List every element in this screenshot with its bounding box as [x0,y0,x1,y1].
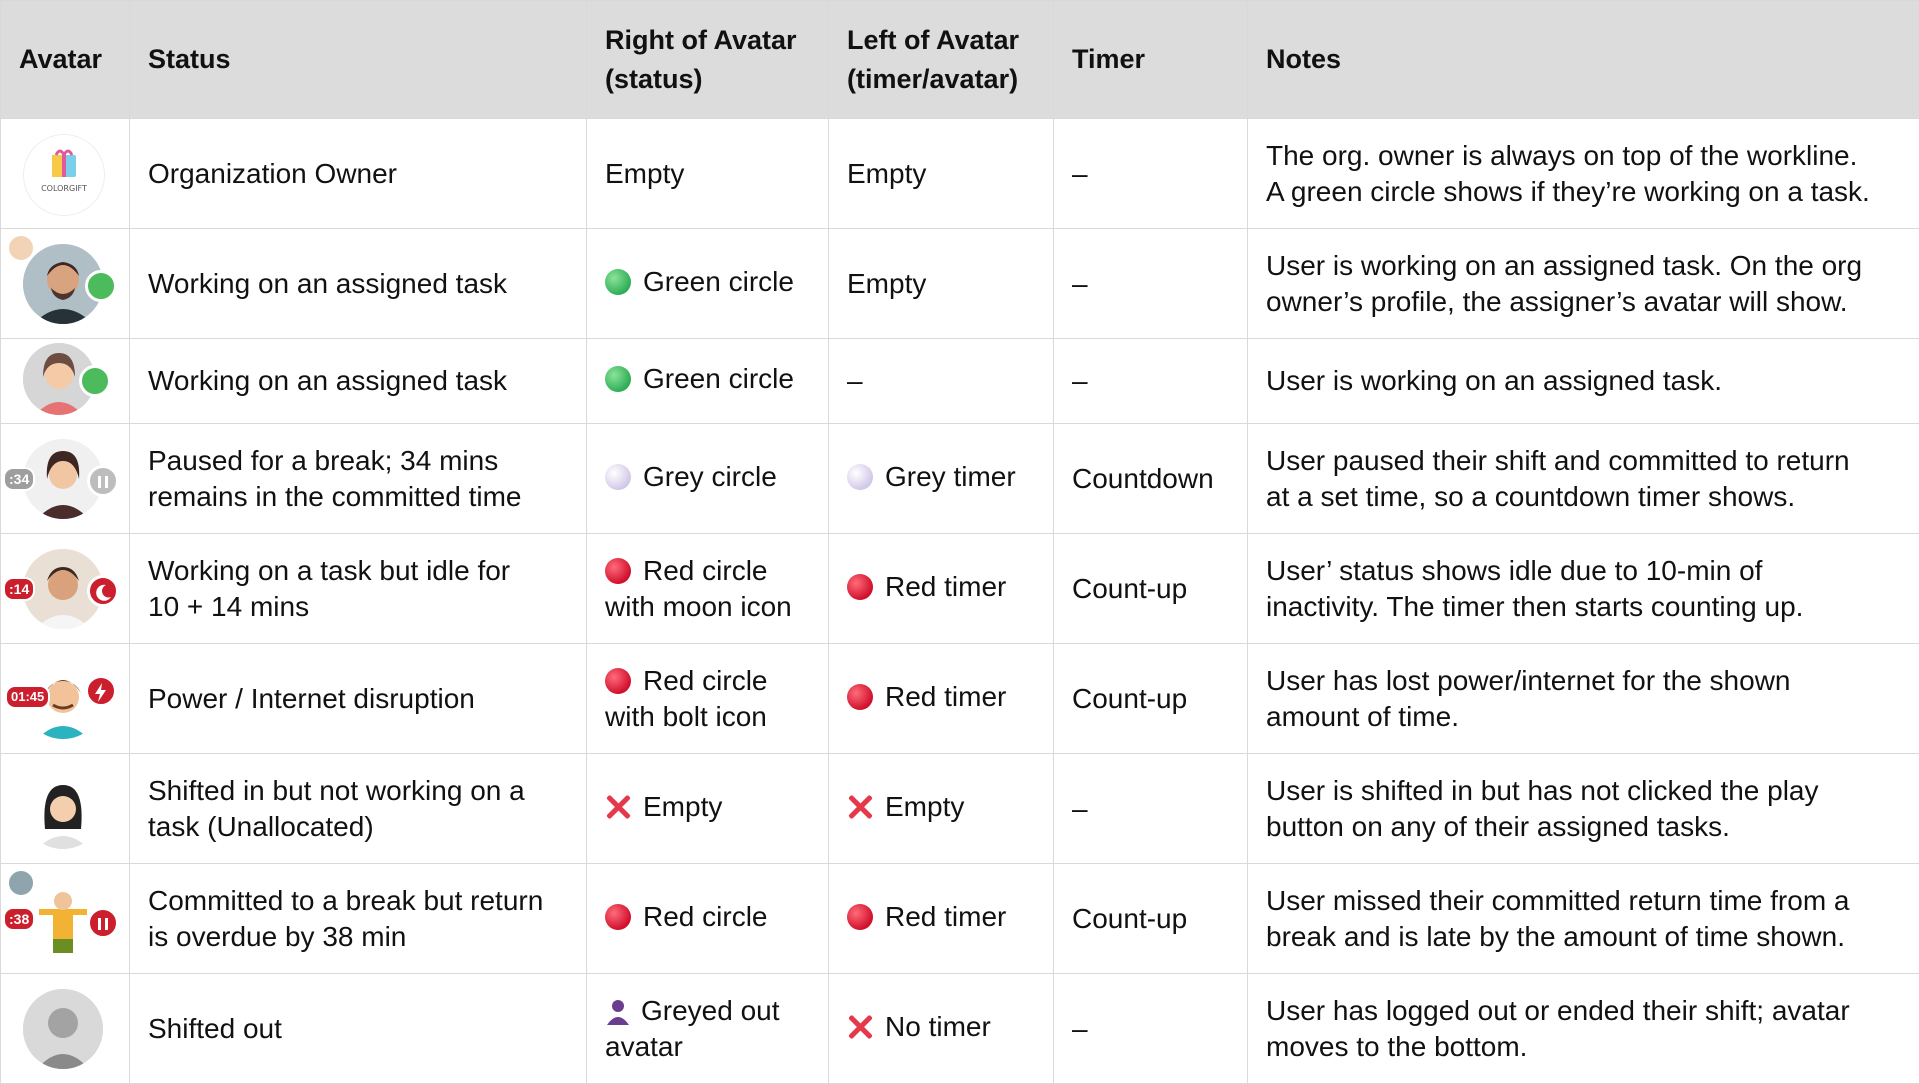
notes-cell [1248,229,1919,339]
timer-cell: Count-up [1054,644,1248,754]
status-line: remains in the committed time [148,479,568,515]
red-circle-icon [847,684,873,710]
gift-logo-icon [24,135,104,215]
timer-cell: – [1054,229,1248,339]
table-row [1,119,1919,229]
status-cell: Working on an assigned task [130,339,587,424]
table-row [1,229,1919,339]
greyed-out-user-avatar [23,989,103,1069]
notes-line: amount of time. [1266,699,1901,735]
notes-line: User is working on an assigned task. [1266,363,1901,399]
green-circle-icon [605,269,631,295]
notes-line: A green circle shows if they’re working on a task. [1266,174,1901,210]
grey-circle-icon [605,464,631,490]
status-line: is overdue by 38 min [148,919,568,955]
notes-line: owner’s profile, the assigner’s avatar will show. [1266,284,1901,320]
notes-cell [1248,339,1919,424]
table-row [1,754,1919,864]
table-row [1,644,1919,754]
avatar-cell [1,754,130,864]
left-label: Grey timer [885,459,1016,495]
right-of-avatar-cell [587,339,829,424]
notes-line: User is working on an assigned task. On the org [1266,248,1901,284]
right-of-avatar-cell [587,644,829,754]
avatar-cell [1,534,130,644]
header-avatar: Avatar [1,1,130,119]
left-label: Red timer [885,569,1006,605]
bolt-badge-icon [85,675,117,707]
pause-badge-icon [87,465,119,497]
right-label: Red circle [643,663,767,699]
green-status-badge [79,365,111,397]
notes-cell [1248,754,1919,864]
status-line: Committed to a break but return [148,883,568,919]
header-notes: Notes [1248,1,1919,119]
notes-line: User missed their committed return time from a [1266,883,1901,919]
left-of-avatar-cell [829,974,1054,1084]
left-of-avatar-cell: Empty [829,229,1054,339]
red-circle-icon [847,574,873,600]
notes-line: moves to the bottom. [1266,1029,1901,1065]
right-of-avatar-cell [587,864,829,974]
right-of-avatar-cell [587,534,829,644]
right-of-avatar-cell [587,424,829,534]
notes-line: break and is late by the amount of time shown. [1266,919,1901,955]
status-line: Shifted in but not working on a [148,773,568,809]
org-logo-avatar [23,134,105,216]
table-row [1,424,1919,534]
right-of-avatar-cell: Empty [587,119,829,229]
status-line: Paused for a break; 34 mins [148,443,568,479]
header-left-of-avatar [829,1,1054,119]
x-mark-icon [847,1014,873,1040]
status-cell [130,864,587,974]
moon-badge-icon [87,575,119,607]
notes-line: User has logged out or ended their shift; avatar [1266,993,1901,1029]
left-of-avatar-cell [829,754,1054,864]
left-label: Red timer [885,679,1006,715]
red-timer-pill: 01:45 [5,685,50,709]
avatar-cell [1,119,130,229]
timer-cell: Countdown [1054,424,1248,534]
right-of-avatar-cell [587,974,829,1084]
table-row [1,339,1919,424]
notes-cell [1248,119,1919,229]
assigner-mini-avatar [7,234,35,262]
x-mark-icon [605,794,631,820]
avatar-cell [1,644,130,754]
notes-cell [1248,644,1919,754]
avatar-cell [1,229,130,339]
greyed-person-icon [23,989,103,1069]
timer-cell: – [1054,339,1248,424]
pause-badge-icon [87,907,119,939]
left-of-avatar-cell: Empty [829,119,1054,229]
header-left-line2: (timer/avatar) [847,60,1035,99]
notes-line: User paused their shift and committed to return [1266,443,1901,479]
red-timer-pill: :14 [3,577,35,601]
right-label: Grey circle [643,459,777,495]
status-line: Working on a task but idle for [148,553,568,589]
timer-cell: – [1054,119,1248,229]
notes-line: The org. owner is always on top of the workline. [1266,138,1901,174]
user-avatar [23,769,103,849]
header-right-line2: (status) [605,60,810,99]
header-row [1,1,1919,119]
right-label: Red circle [643,553,767,589]
status-cell: Power / Internet disruption [130,644,587,754]
status-cell [130,754,587,864]
timer-cell: – [1054,974,1248,1084]
notes-cell [1248,534,1919,644]
assigner-mini-avatar [7,869,35,897]
right-label: with bolt icon [605,699,810,735]
svg-text:COLORGIFT: COLORGIFT [41,184,87,193]
green-status-badge [85,270,117,302]
status-line: task (Unallocated) [148,809,568,845]
green-circle-icon [605,366,631,392]
timer-cell: Count-up [1054,534,1248,644]
left-of-avatar-cell [829,424,1054,534]
table-row [1,974,1919,1084]
table-row [1,864,1919,974]
left-of-avatar-cell: – [829,339,1054,424]
notes-cell [1248,424,1919,534]
avatar-cell [1,339,130,424]
red-circle-icon [605,668,631,694]
right-label: Greyed out [641,993,780,1029]
left-label: Empty [885,789,964,825]
avatar-cell [1,864,130,974]
right-label: Green circle [643,264,794,300]
grey-timer-pill: :34 [3,467,35,491]
avatar-cell [1,424,130,534]
table-row [1,534,1919,644]
status-cell [130,534,587,644]
status-cell [130,424,587,534]
right-label: avatar [605,1029,810,1065]
notes-line: inactivity. The timer then starts counting up. [1266,589,1901,625]
left-of-avatar-cell [829,644,1054,754]
grey-circle-icon [847,464,873,490]
left-label: No timer [885,1009,991,1045]
notes-line: User’ status shows idle due to 10-min of [1266,553,1901,589]
right-of-avatar-cell [587,754,829,864]
left-label: Red timer [885,899,1006,935]
x-mark-icon [847,794,873,820]
header-status: Status [130,1,587,119]
left-of-avatar-cell [829,864,1054,974]
notes-cell [1248,864,1919,974]
header-right-line1: Right of Avatar [605,21,810,60]
header-timer: Timer [1054,1,1248,119]
right-label: with moon icon [605,589,810,625]
red-circle-icon [847,904,873,930]
status-cell: Organization Owner [130,119,587,229]
header-right-of-avatar [587,1,829,119]
avatar-cell [1,974,130,1084]
notes-line: User is shifted in but has not clicked the play [1266,773,1901,809]
header-left-line1: Left of Avatar [847,21,1035,60]
timer-cell: Count-up [1054,864,1248,974]
right-of-avatar-cell [587,229,829,339]
right-label: Green circle [643,361,794,397]
status-cell: Working on an assigned task [130,229,587,339]
red-circle-icon [605,904,631,930]
status-line: 10 + 14 mins [148,589,568,625]
left-of-avatar-cell [829,534,1054,644]
notes-line: button on any of their assigned tasks. [1266,809,1901,845]
notes-cell [1248,974,1919,1084]
red-timer-pill: :38 [3,907,35,931]
right-label: Empty [643,789,722,825]
timer-cell: – [1054,754,1248,864]
person-icon [605,998,631,1026]
notes-line: User has lost power/internet for the shown [1266,663,1901,699]
woman-unallocated-avatar-icon [23,769,103,849]
red-circle-icon [605,558,631,584]
status-cell: Shifted out [130,974,587,1084]
notes-line: at a set time, so a countdown timer shows. [1266,479,1901,515]
right-label: Red circle [643,899,767,935]
